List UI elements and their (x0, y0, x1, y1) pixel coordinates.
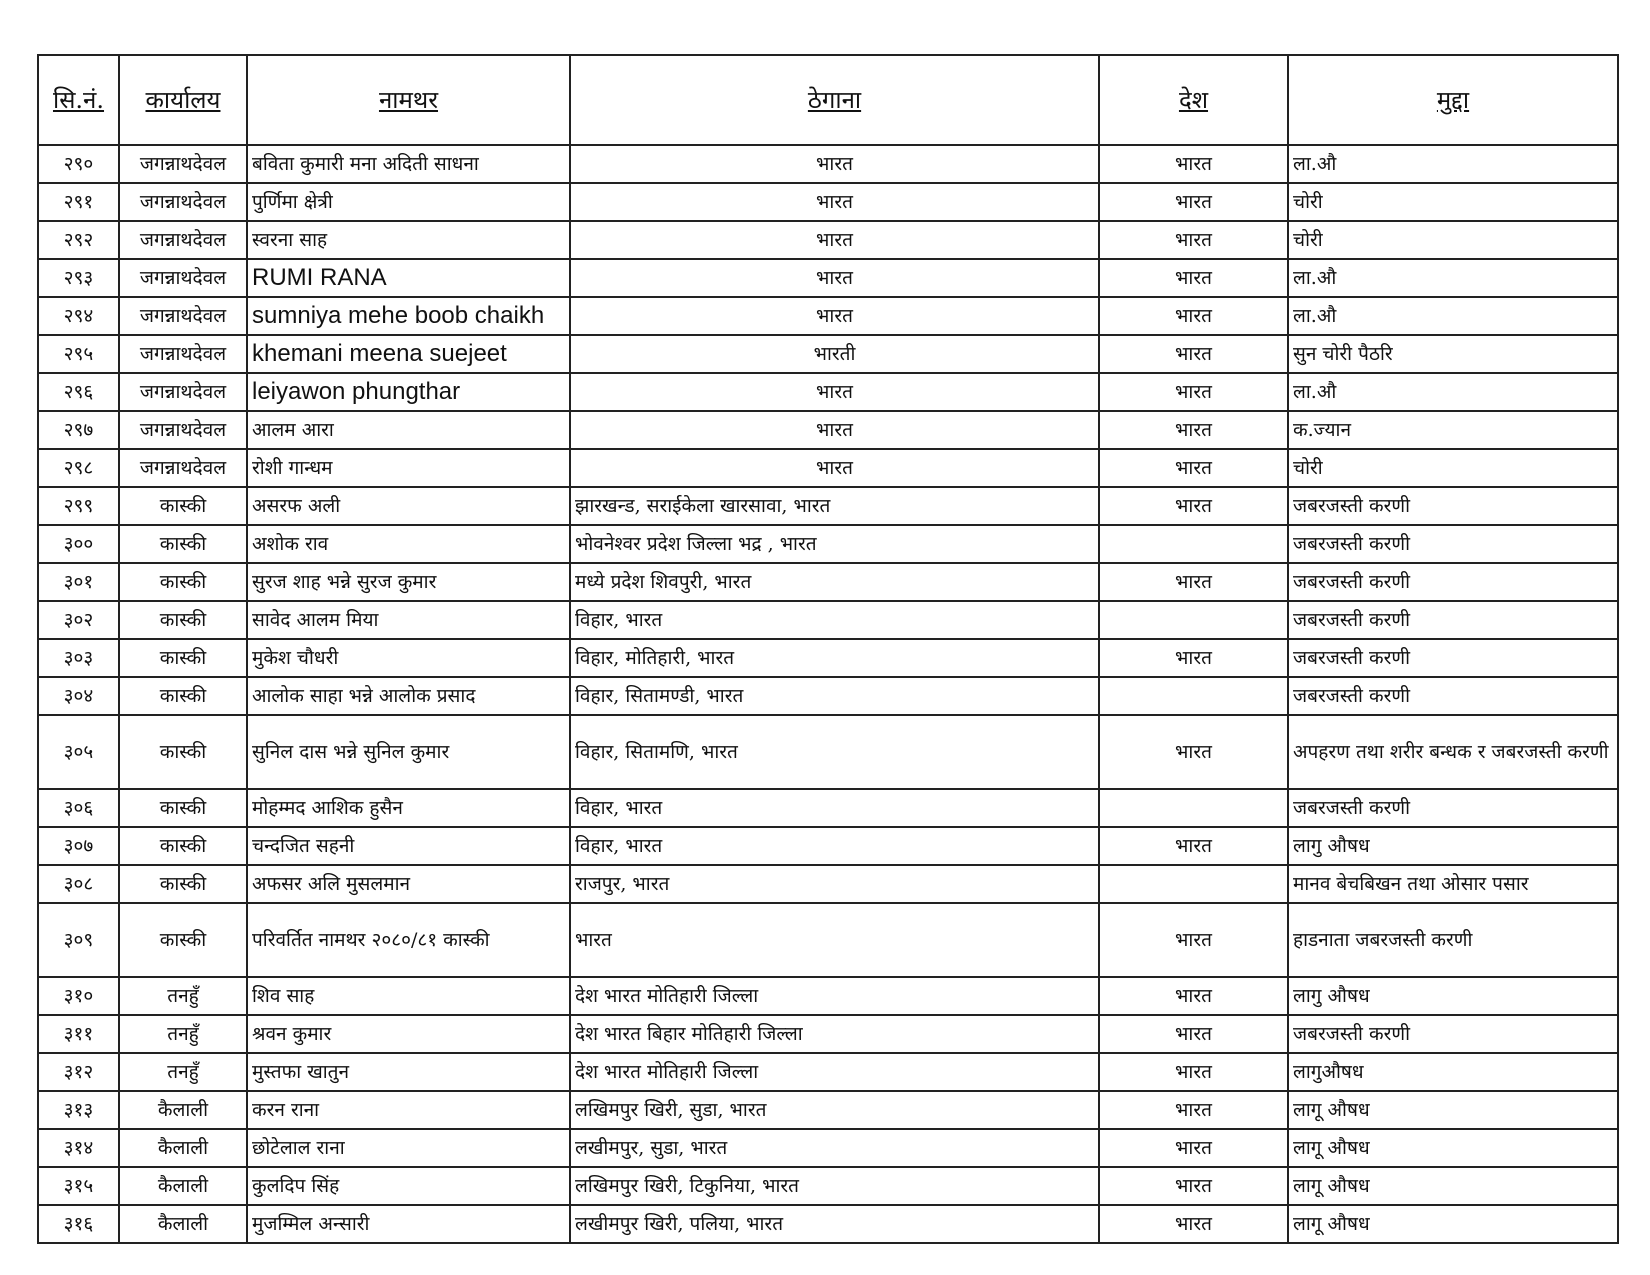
cell-name: मुस्तफा खातुन (247, 1053, 570, 1091)
cell-case: जबरजस्ती करणी (1288, 789, 1618, 827)
cell-office: कास्की (119, 639, 247, 677)
cell-name: sumniya mehe boob chaikh (247, 297, 570, 335)
table-row (38, 903, 1618, 977)
cell-case: जबरजस्ती करणी (1288, 1015, 1618, 1053)
cell-office: कास्की (119, 525, 247, 563)
cell-country: भारत (1099, 715, 1288, 789)
cell-serial-number: ३०२ (38, 601, 119, 639)
cell-case: ला.औ (1288, 145, 1618, 183)
cell-case: लागुऔषध (1288, 1053, 1618, 1091)
cell-name: मोहम्मद आशिक हुसैन (247, 789, 570, 827)
cell-office: कास्की (119, 789, 247, 827)
cell-serial-number: ३१५ (38, 1167, 119, 1205)
cell-serial-number: ३१२ (38, 1053, 119, 1091)
cell-serial-number: ३०० (38, 525, 119, 563)
table-row (38, 487, 1618, 525)
cell-case: चोरी (1288, 221, 1618, 259)
cell-country (1099, 525, 1288, 563)
cell-office: कैलाली (119, 1205, 247, 1243)
cell-country: भारत (1099, 449, 1288, 487)
cell-office: तनहुँ (119, 977, 247, 1015)
cell-serial-number: २९२ (38, 221, 119, 259)
table-row (38, 183, 1618, 221)
cell-country: भारत (1099, 221, 1288, 259)
cell-office: कास्की (119, 827, 247, 865)
table-row (38, 1015, 1618, 1053)
cell-address: विहार, भारत (570, 789, 1099, 827)
cell-address: विहार, मोतिहारी, भारत (570, 639, 1099, 677)
cell-address: भारत (570, 903, 1099, 977)
header-office: कार्यालय (119, 55, 247, 145)
cell-office: जगन्नाथदेवल (119, 411, 247, 449)
cell-country: भारत (1099, 1167, 1288, 1205)
cell-address: भारत (570, 411, 1099, 449)
table-row (38, 411, 1618, 449)
cell-case: लागु औषध (1288, 977, 1618, 1015)
cell-serial-number: २९४ (38, 297, 119, 335)
table-row (38, 563, 1618, 601)
table-row (38, 1053, 1618, 1091)
cell-case: जबरजस्ती करणी (1288, 639, 1618, 677)
cell-case: चोरी (1288, 183, 1618, 221)
cell-country: भारत (1099, 903, 1288, 977)
cell-address: भारत (570, 221, 1099, 259)
cell-office: तनहुँ (119, 1053, 247, 1091)
cell-case: जबरजस्ती करणी (1288, 563, 1618, 601)
cell-address: भारत (570, 259, 1099, 297)
cell-address: देश भारत मोतिहारी जिल्ला (570, 1053, 1099, 1091)
cell-office: कैलाली (119, 1129, 247, 1167)
cell-country (1099, 865, 1288, 903)
cell-case: लागू औषध (1288, 1091, 1618, 1129)
cell-name: मुकेश चौधरी (247, 639, 570, 677)
cell-country: भारत (1099, 335, 1288, 373)
table-body (38, 145, 1618, 1243)
cell-case: लागु औषध (1288, 827, 1618, 865)
cell-address: झारखन्ड, सराईकेला खारसावा, भारत (570, 487, 1099, 525)
cell-office: कास्की (119, 715, 247, 789)
cell-country: भारत (1099, 1015, 1288, 1053)
cell-office: कैलाली (119, 1167, 247, 1205)
cell-address: भारत (570, 449, 1099, 487)
cell-name: शिव साह (247, 977, 570, 1015)
cell-name: khemani meena suejeet (247, 335, 570, 373)
table-row (38, 221, 1618, 259)
cell-name: RUMI RANA (247, 259, 570, 297)
cell-serial-number: ३११ (38, 1015, 119, 1053)
cell-name: बविता कुमारी मना अदिती साधना (247, 145, 570, 183)
cell-serial-number: ३०९ (38, 903, 119, 977)
cell-serial-number: २९८ (38, 449, 119, 487)
cell-serial-number: २९६ (38, 373, 119, 411)
cell-address: लखिमपुर खिरी, सुडा, भारत (570, 1091, 1099, 1129)
table-row (38, 145, 1618, 183)
cell-office: कास्की (119, 903, 247, 977)
cell-serial-number: २९९ (38, 487, 119, 525)
cell-address: लखीमपुर खिरी, पलिया, भारत (570, 1205, 1099, 1243)
cell-case: मानव बेचबिखन तथा ओसार पसार (1288, 865, 1618, 903)
cell-case: ला.औ (1288, 373, 1618, 411)
table-row (38, 525, 1618, 563)
cell-office: जगन्नाथदेवल (119, 145, 247, 183)
cell-case: सुन चोरी पैठरि (1288, 335, 1618, 373)
table-row (38, 1129, 1618, 1167)
cell-name: अशोक राव (247, 525, 570, 563)
cell-office: कास्की (119, 601, 247, 639)
cell-name: leiyawon phungthar (247, 373, 570, 411)
cell-address: विहार, सितामणि, भारत (570, 715, 1099, 789)
cell-office: जगन्नाथदेवल (119, 183, 247, 221)
table-row (38, 601, 1618, 639)
cell-address: देश भारत मोतिहारी जिल्ला (570, 977, 1099, 1015)
cell-country: भारत (1099, 487, 1288, 525)
cell-case: जबरजस्ती करणी (1288, 487, 1618, 525)
cell-name: पुर्णिमा क्षेत्री (247, 183, 570, 221)
cell-country: भारत (1099, 827, 1288, 865)
cell-name: आलोक साहा भन्ने आलोक प्रसाद (247, 677, 570, 715)
cell-serial-number: ३०४ (38, 677, 119, 715)
cell-serial-number: ३०३ (38, 639, 119, 677)
cell-country: भारत (1099, 1091, 1288, 1129)
header-name: नामथर (247, 55, 570, 145)
cell-country: भारत (1099, 563, 1288, 601)
records-table (37, 54, 1619, 1244)
cell-name: स्वरना साह (247, 221, 570, 259)
cell-country: भारत (1099, 1053, 1288, 1091)
cell-name: करन राना (247, 1091, 570, 1129)
cell-case: जबरजस्ती करणी (1288, 677, 1618, 715)
cell-country: भारत (1099, 297, 1288, 335)
cell-case: ला.औ (1288, 297, 1618, 335)
table-row (38, 977, 1618, 1015)
table-row (38, 789, 1618, 827)
cell-office: कास्की (119, 487, 247, 525)
table-row (38, 259, 1618, 297)
cell-address: भारत (570, 297, 1099, 335)
table-row (38, 827, 1618, 865)
cell-country: भारत (1099, 145, 1288, 183)
cell-serial-number: ३१० (38, 977, 119, 1015)
cell-name: श्रवन कुमार (247, 1015, 570, 1053)
table-header-row (38, 55, 1618, 145)
cell-country (1099, 601, 1288, 639)
record-sheet (37, 54, 1617, 1244)
cell-name: परिवर्तित नामथर २०८०/८१ कास्की (247, 903, 570, 977)
cell-address: विहार, भारत (570, 601, 1099, 639)
cell-office: कैलाली (119, 1091, 247, 1129)
cell-office: जगन्नाथदेवल (119, 335, 247, 373)
cell-country: भारत (1099, 977, 1288, 1015)
cell-name: असरफ अली (247, 487, 570, 525)
cell-address: भोवनेश्वर प्रदेश जिल्ला भद्र , भारत (570, 525, 1099, 563)
header-case: मुद्दा (1288, 55, 1618, 145)
header-country: देश (1099, 55, 1288, 145)
cell-country: भारत (1099, 183, 1288, 221)
cell-serial-number: ३०६ (38, 789, 119, 827)
cell-name: कुलदिप सिंह (247, 1167, 570, 1205)
cell-serial-number: २९१ (38, 183, 119, 221)
cell-serial-number: ३०१ (38, 563, 119, 601)
cell-name: सुनिल दास भन्ने सुनिल कुमार (247, 715, 570, 789)
cell-country: भारत (1099, 373, 1288, 411)
cell-address: मध्ये प्रदेश शिवपुरी, भारत (570, 563, 1099, 601)
header-address: ठेगाना (570, 55, 1099, 145)
cell-serial-number: २९० (38, 145, 119, 183)
cell-serial-number: २९७ (38, 411, 119, 449)
cell-case: हाडनाता जबरजस्ती करणी (1288, 903, 1618, 977)
cell-name: सुरज शाह भन्ने सुरज कुमार (247, 563, 570, 601)
cell-serial-number: ३०७ (38, 827, 119, 865)
cell-address: भारती (570, 335, 1099, 373)
cell-name: अफसर अलि मुसलमान (247, 865, 570, 903)
cell-address: भारत (570, 373, 1099, 411)
cell-country: भारत (1099, 411, 1288, 449)
cell-name: रोशी गान्धम (247, 449, 570, 487)
cell-case: अपहरण तथा शरीर बन्धक र जबरजस्ती करणी (1288, 715, 1618, 789)
cell-address: विहार, भारत (570, 827, 1099, 865)
cell-office: जगन्नाथदेवल (119, 373, 247, 411)
cell-office: जगन्नाथदेवल (119, 297, 247, 335)
cell-case: क.ज्यान (1288, 411, 1618, 449)
cell-address: भारत (570, 145, 1099, 183)
cell-name: चन्दजित सहनी (247, 827, 570, 865)
cell-case: लागू औषध (1288, 1129, 1618, 1167)
cell-case: चोरी (1288, 449, 1618, 487)
table-row (38, 297, 1618, 335)
cell-case: जबरजस्ती करणी (1288, 601, 1618, 639)
cell-country: भारत (1099, 639, 1288, 677)
cell-country: भारत (1099, 259, 1288, 297)
cell-serial-number: २९३ (38, 259, 119, 297)
table-row (38, 373, 1618, 411)
table-row (38, 335, 1618, 373)
cell-name: छोटेलाल राना (247, 1129, 570, 1167)
cell-address: राजपुर, भारत (570, 865, 1099, 903)
cell-case: जबरजस्ती करणी (1288, 525, 1618, 563)
cell-address: विहार, सितामण्डी, भारत (570, 677, 1099, 715)
cell-serial-number: २९५ (38, 335, 119, 373)
cell-case: लागू औषध (1288, 1167, 1618, 1205)
cell-case: लागू औषध (1288, 1205, 1618, 1243)
cell-serial-number: ३१३ (38, 1091, 119, 1129)
table-row (38, 639, 1618, 677)
cell-case: ला.औ (1288, 259, 1618, 297)
cell-name: सावेद आलम मिया (247, 601, 570, 639)
table-row (38, 677, 1618, 715)
cell-country: भारत (1099, 1205, 1288, 1243)
cell-office: जगन्नाथदेवल (119, 449, 247, 487)
table-row (38, 449, 1618, 487)
cell-address: लखिमपुर खिरी, टिकुनिया, भारत (570, 1167, 1099, 1205)
table-row (38, 1167, 1618, 1205)
cell-serial-number: ३०८ (38, 865, 119, 903)
cell-office: जगन्नाथदेवल (119, 259, 247, 297)
cell-office: कास्की (119, 677, 247, 715)
table-row (38, 1205, 1618, 1243)
cell-office: कास्की (119, 563, 247, 601)
cell-country (1099, 677, 1288, 715)
cell-office: तनहुँ (119, 1015, 247, 1053)
cell-serial-number: ३१६ (38, 1205, 119, 1243)
cell-country: भारत (1099, 1129, 1288, 1167)
table-row (38, 1091, 1618, 1129)
table-row (38, 865, 1618, 903)
cell-serial-number: ३०५ (38, 715, 119, 789)
cell-address: देश भारत बिहार मोतिहारी जिल्ला (570, 1015, 1099, 1053)
cell-office: कास्की (119, 865, 247, 903)
cell-name: आलम आरा (247, 411, 570, 449)
cell-address: लखीमपुर, सुडा, भारत (570, 1129, 1099, 1167)
cell-address: भारत (570, 183, 1099, 221)
cell-serial-number: ३१४ (38, 1129, 119, 1167)
header-serial-number: सि.नं. (38, 55, 119, 145)
cell-office: जगन्नाथदेवल (119, 221, 247, 259)
table-row (38, 715, 1618, 789)
cell-name: मुजम्मिल अन्सारी (247, 1205, 570, 1243)
cell-country (1099, 789, 1288, 827)
